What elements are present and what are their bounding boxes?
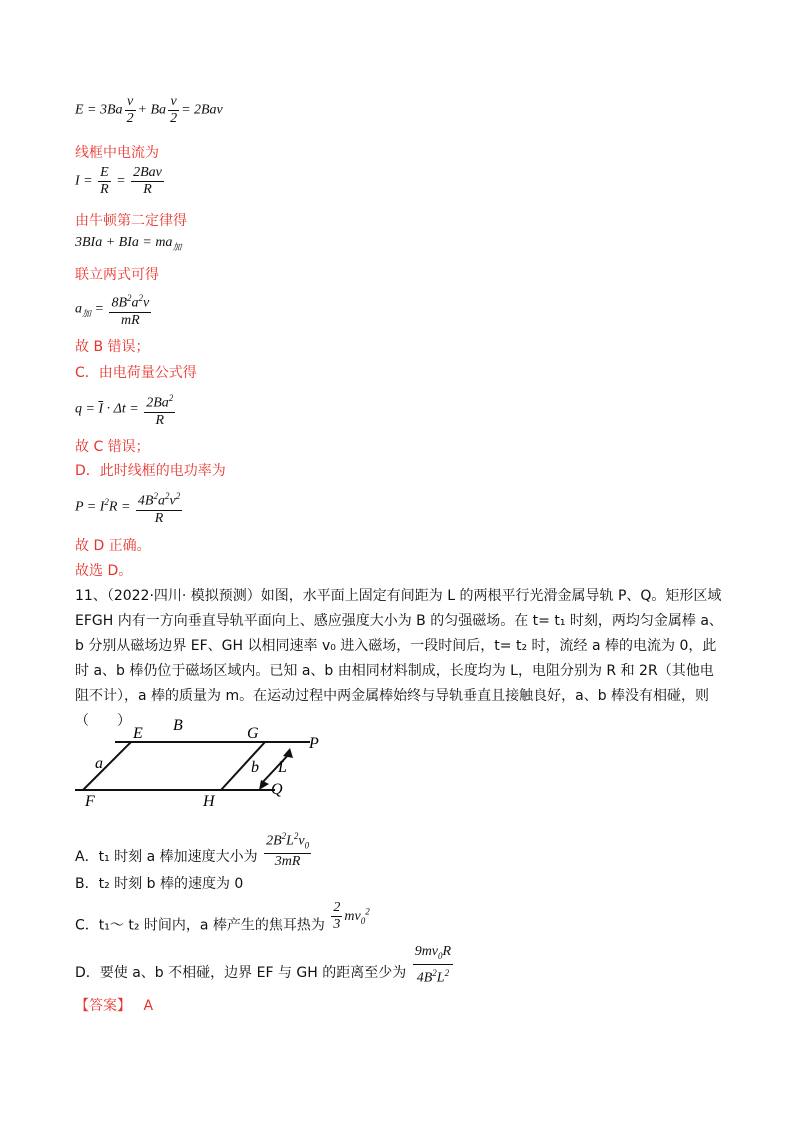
- current-equation: I = $\frac{E}{R}$ = $\frac{\text{2Bav}}{R}$: [75, 165, 162, 197]
- combine-label: 联立两式可得: [75, 267, 159, 283]
- label-H: H: [203, 793, 215, 810]
- question-text: 11、（2022·四川· 模拟预测）如图，水平面上固定有间距为 L 的两根平行光滑金属导轨 P、Q。矩形区域 EFGH 内有一方向垂直导轨平面向上、感应强度大小为 B 的匀强磁场。在 t= t₁ 时刻，两均匀金属棒 a、b 分别从磁场边界 EF、GH 以相同速率 v₀ 进入磁场，一段时间后，t= t₂ 时，流经 a 棒的电流为 0，此时 a、b 棒仍位于磁场区域内。已知 a、b 由相同材料制成，长度均为 L，电阻分别为 R 和 2R（其他电阻不计），a 棒的质量为 m。在运动过程中两金属棒始终与导轨垂直且接触良好，a、b 棒没有相碰，则 （ ）: [75, 588, 723, 729]
- label-P: P: [309, 735, 319, 752]
- option-b: B．t₂ 时刻 b 棒的速度为 0: [75, 876, 244, 892]
- answer-line: [75, 995, 153, 1015]
- current-label: 线框中电流为: [75, 145, 159, 161]
- label-F: F: [85, 793, 95, 810]
- emf-equation: E = 3Ba $\frac{v}{2}$ + Ba $\frac{v}{2}$ = 2Bav: [75, 94, 223, 126]
- label-Q: Q: [271, 781, 283, 798]
- label-G: G: [247, 725, 259, 742]
- newton-equation: 3BIa + BIa = $ma_加$: [75, 235, 182, 252]
- power-equation: $P = I^2R$ = $\frac{4B^2a^2v^2}{R}$: [75, 488, 184, 527]
- acceleration-equation: $a_加$ = $\frac{8B^2a^2v}{mR}$: [75, 290, 153, 329]
- answer-label: 【答案】: [75, 998, 131, 1014]
- c-wrong: 故 C 错误；: [75, 439, 150, 455]
- d-label: D．此时线框的电功率为: [75, 463, 226, 479]
- b-wrong: 故 B 错误；: [75, 339, 150, 355]
- d-right: 故 D 正确。: [75, 538, 151, 554]
- label-B: B: [173, 718, 183, 734]
- c-label: C．由电荷量公式得: [75, 365, 197, 381]
- label-L: L: [278, 759, 287, 776]
- option-c: C．t₁～ t₂ 时间内，a 棒产生的焦耳热为 $\frac{2}{3}$ $mv_0^2$: [75, 900, 370, 934]
- charge-equation: $q = \overline{I} \cdot \Delta t$ = $\frac{2Ba^2}{R}$: [75, 390, 177, 429]
- circuit-figure: [75, 718, 345, 813]
- newton-label: 由牛顿第二定律得: [75, 213, 187, 229]
- option-d: D．要使 a、b 不相碰，边界 EF 与 GH 的距离至少为 $\frac{9mv_0R}{4B^2L^2}$: [75, 944, 452, 986]
- answer-value: A: [143, 998, 154, 1014]
- label-a: a: [95, 755, 103, 772]
- option-a: A．t₁ 时刻 a 棒加速度大小为 $\frac{2B^2L^2v_0}{3mR}$: [75, 836, 313, 878]
- label-b: b: [251, 759, 259, 776]
- label-E: E: [133, 725, 143, 742]
- choose-d: 故选 D。: [75, 563, 133, 579]
